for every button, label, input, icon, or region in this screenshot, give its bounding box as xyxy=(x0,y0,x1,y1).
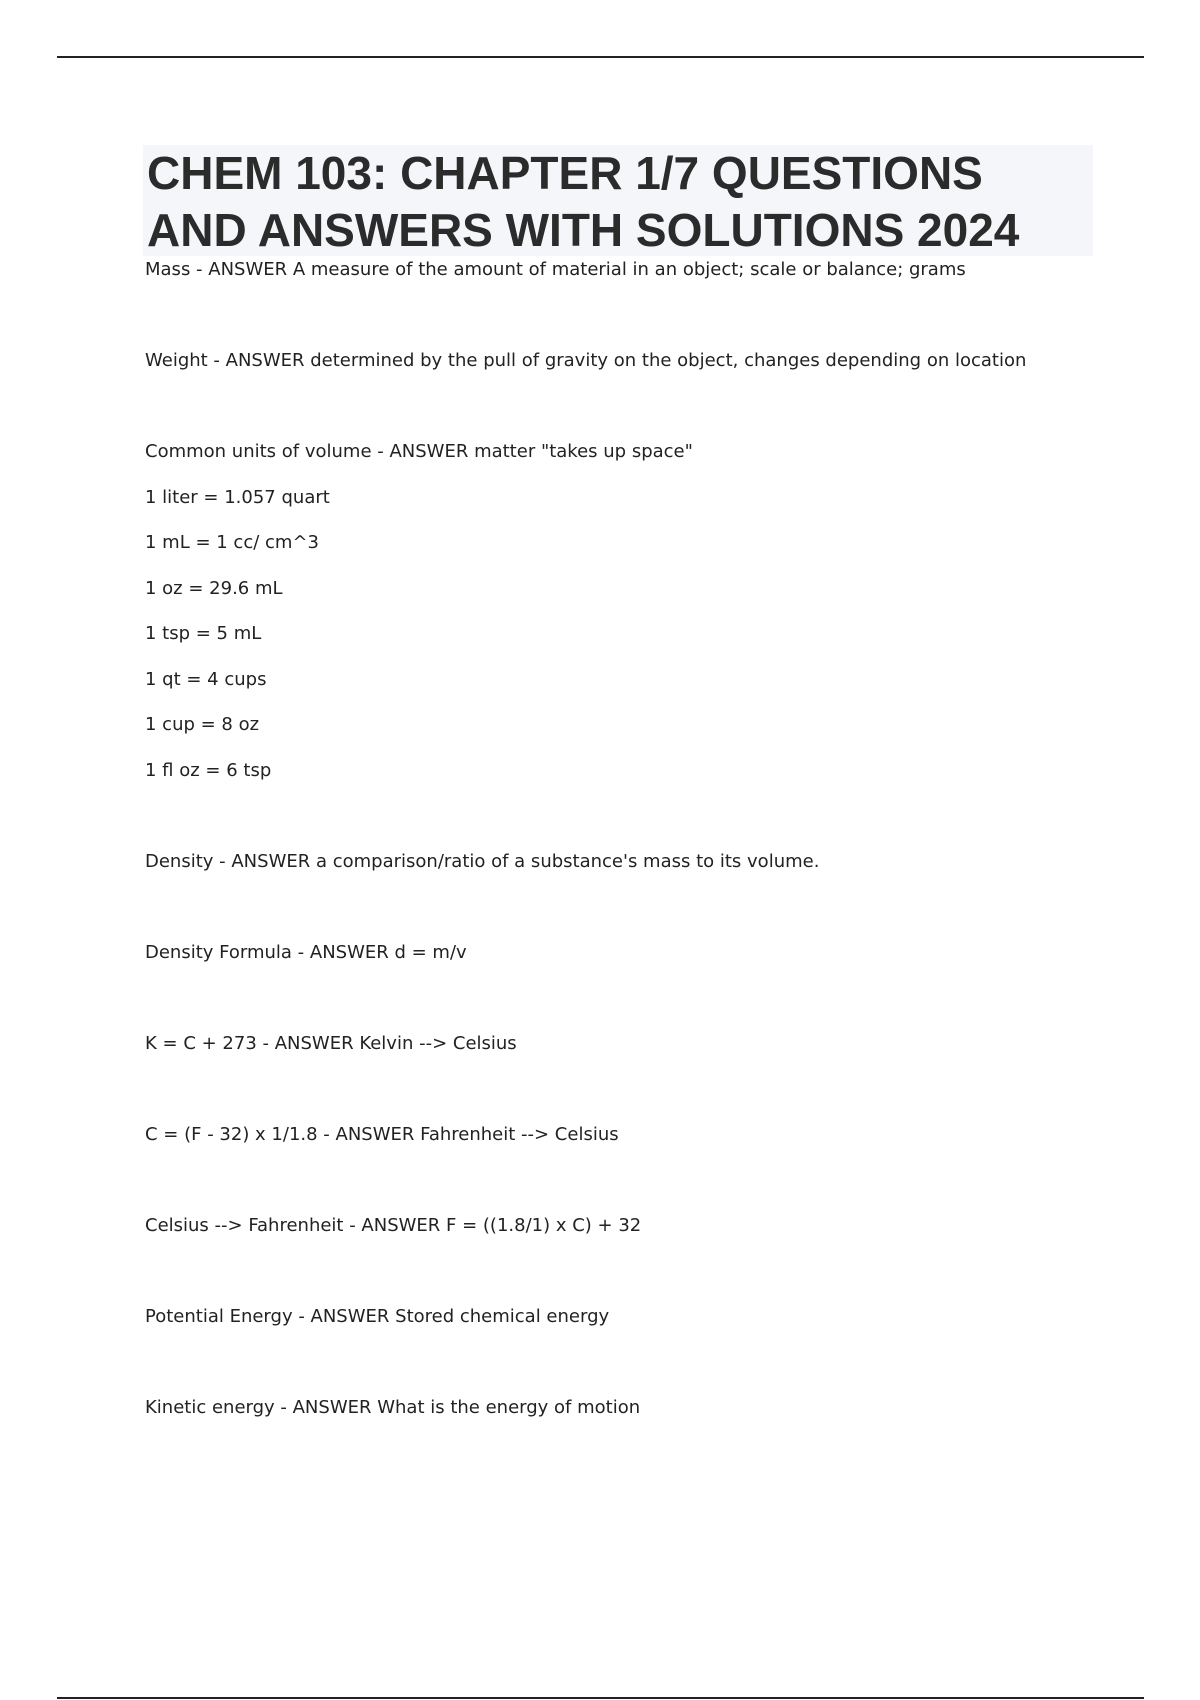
qa-density: Density - ANSWER a comparison/ratio of a substance's mass to its volume. xyxy=(145,851,820,872)
qa-mass: Mass - ANSWER A measure of the amount of material in an object; scale or balance; grams xyxy=(145,259,966,280)
qa-density-formula: Density Formula - ANSWER d = m/v xyxy=(145,942,467,963)
qa-celsius-to-fahrenheit: Celsius --> Fahrenheit - ANSWER F = ((1.8/1) x C) + 32 xyxy=(145,1215,642,1236)
footer-rule xyxy=(57,1697,1144,1699)
conversion-cup: 1 cup = 8 oz xyxy=(145,714,260,735)
qa-common-units-volume: Common units of volume - ANSWER matter "takes up space" xyxy=(145,441,693,462)
title-block xyxy=(143,145,1093,256)
conversion-liter: 1 liter = 1.057 quart xyxy=(145,487,330,508)
qa-potential-energy: Potential Energy - ANSWER Stored chemical energy xyxy=(145,1306,610,1327)
document-title-line-1: CHEM 103: CHAPTER 1/7 QUESTIONS xyxy=(147,147,983,199)
conversion-ml: 1 mL = 1 cc/ cm^3 xyxy=(145,532,319,553)
conversion-tsp: 1 tsp = 5 mL xyxy=(145,623,262,644)
header-rule xyxy=(57,56,1144,58)
document-title-line-2: AND ANSWERS WITH SOLUTIONS 2024 xyxy=(147,204,1020,256)
conversion-qt: 1 qt = 4 cups xyxy=(145,669,267,690)
qa-weight: Weight - ANSWER determined by the pull of gravity on the object, changes depending on location xyxy=(145,350,1027,371)
qa-kelvin: K = C + 273 - ANSWER Kelvin --> Celsius xyxy=(145,1033,517,1054)
conversion-oz: 1 oz = 29.6 mL xyxy=(145,578,283,599)
qa-fahrenheit-to-celsius: C = (F - 32) x 1/1.8 - ANSWER Fahrenheit --> Celsius xyxy=(145,1124,619,1145)
conversion-fl-oz: 1 fl oz = 6 tsp xyxy=(145,760,272,781)
qa-kinetic-energy: Kinetic energy - ANSWER What is the energy of motion xyxy=(145,1397,641,1418)
